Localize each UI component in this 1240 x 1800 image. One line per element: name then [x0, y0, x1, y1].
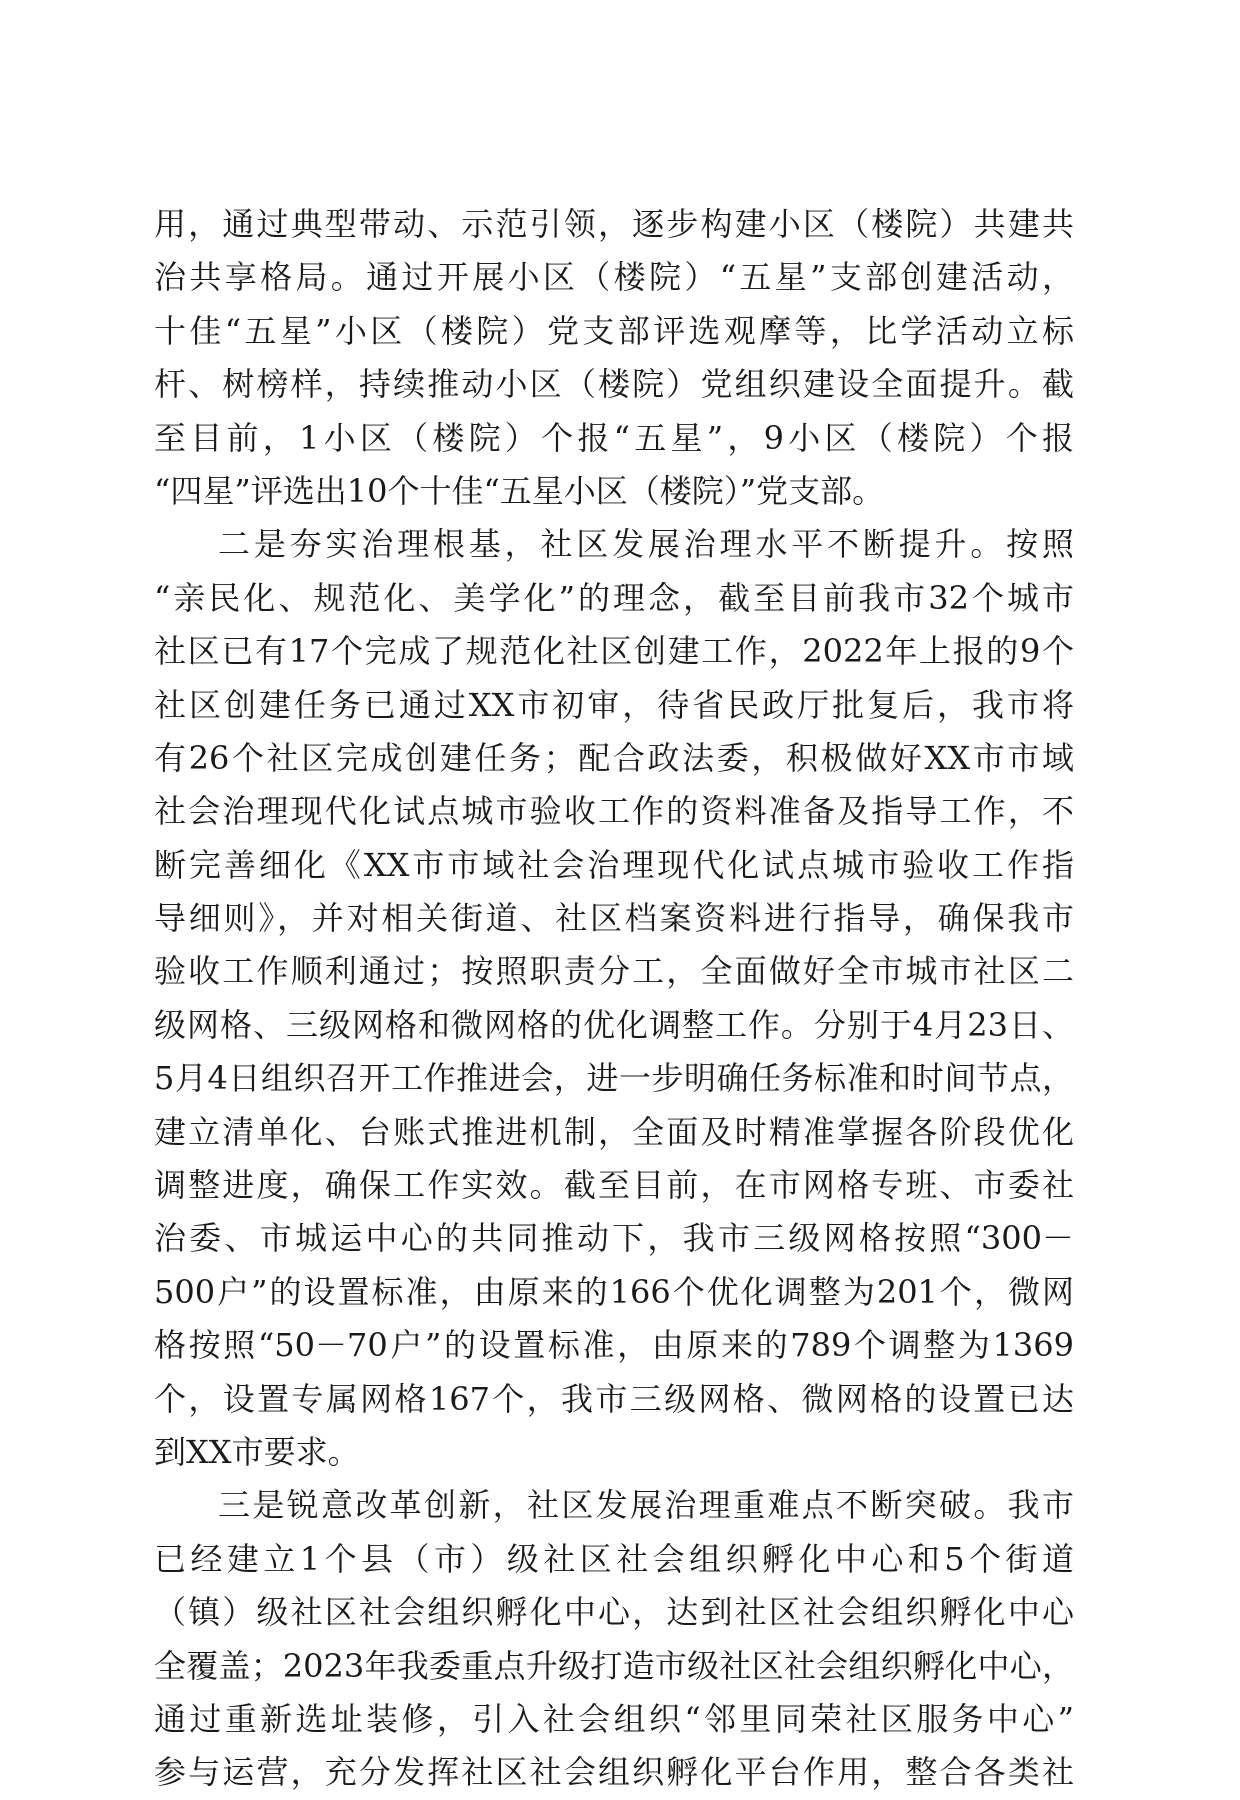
text-line: 社会治理现代化试点城市验收工作的资料准备及指导工作，不 — [154, 792, 1074, 831]
text-line: 治共享格局。通过开展小区（楼院）“五星”支部创建活动， — [154, 258, 1074, 297]
text-line: 杆、树榜样，持续推动小区（楼院）党组织建设全面提升。截 — [154, 365, 1074, 404]
text-line: 参与运营，充分发挥社区社会组织孵化平台作用，整合各类社 — [154, 1753, 1074, 1792]
body-text — [154, 198, 1074, 1800]
text-line: 建立清单化、台账式推进机制，全面及时精准掌握各阶段优化 — [154, 1112, 1074, 1151]
text-line: 通过重新选址装修，引入社会组织“邻里同荣社区服务中心” — [154, 1699, 1074, 1738]
text-line: 至目前，1小区（楼院）个报“五星”，9小区（楼院）个报 — [154, 418, 1074, 457]
text-line: 社区创建任务已通过XX市初审，待省民政厅批复后，我市将 — [154, 685, 1074, 724]
text-line: 有26个社区完成创建任务；配合政法委，积极做好XX市市域 — [154, 738, 1074, 777]
text-line: 十佳“五星”小区（楼院）党支部评选观摩等，比学活动立标 — [154, 311, 1074, 350]
text-line: 500户”的设置标准，由原来的166个优化调整为201个，微网 — [154, 1272, 1074, 1311]
paragraph-first-line: 二是夯实治理根基，社区发展治理水平不断提升。按照 — [218, 525, 1074, 564]
text-line: 5月4日组织召开工作推进会，进一步明确任务标准和时间节点， — [154, 1059, 1074, 1098]
text-line: 调整进度，确保工作实效。截至目前，在市网格专班、市委社 — [154, 1166, 1074, 1205]
text-line: 断完善细化《XX市市域社会治理现代化试点城市验收工作指 — [154, 845, 1074, 884]
text-line: 治委、市城运中心的共同推动下，我市三级网格按照“300－ — [154, 1219, 1074, 1258]
text-line: 个，设置专属网格167个，我市三级网格、微网格的设置已达 — [154, 1379, 1074, 1418]
text-line: 导细则》，并对相关街道、社区档案资料进行指导，确保我市 — [154, 899, 1074, 938]
text-line: “亲民化、规范化、美学化”的理念，截至目前我市32个城市 — [154, 578, 1074, 617]
text-line: “四星”评选出10个十佳“五星小区（楼院）”党支部。 — [154, 471, 885, 510]
text-line: 社区已有17个完成了规范化社区创建工作，2022年上报的9个 — [154, 632, 1074, 671]
text-line: 验收工作顺利通过；按照职责分工，全面做好全市城市社区二 — [154, 952, 1074, 991]
text-line: 全覆盖；2023年我委重点升级打造市级社区社会组织孵化中心， — [154, 1646, 1074, 1685]
text-line: （镇）级社区社会组织孵化中心，达到社区社会组织孵化中心 — [154, 1593, 1074, 1632]
text-line: 用，通过典型带动、示范引领，逐步构建小区（楼院）共建共 — [154, 205, 1074, 243]
paragraph-first-line: 三是锐意改革创新，社区发展治理重难点不断突破。我市 — [218, 1486, 1074, 1525]
text-line: 已经建立1个县（市）级社区社会组织孵化中心和5个街道 — [154, 1539, 1074, 1578]
text-line: 格按照“50－70户”的设置标准，由原来的789个调整为1369 — [154, 1326, 1074, 1365]
text-line: 到XX市要求。 — [154, 1432, 360, 1471]
text-line: 级网格、三级网格和微网格的优化调整工作。分别于4月23日、 — [154, 1005, 1074, 1044]
